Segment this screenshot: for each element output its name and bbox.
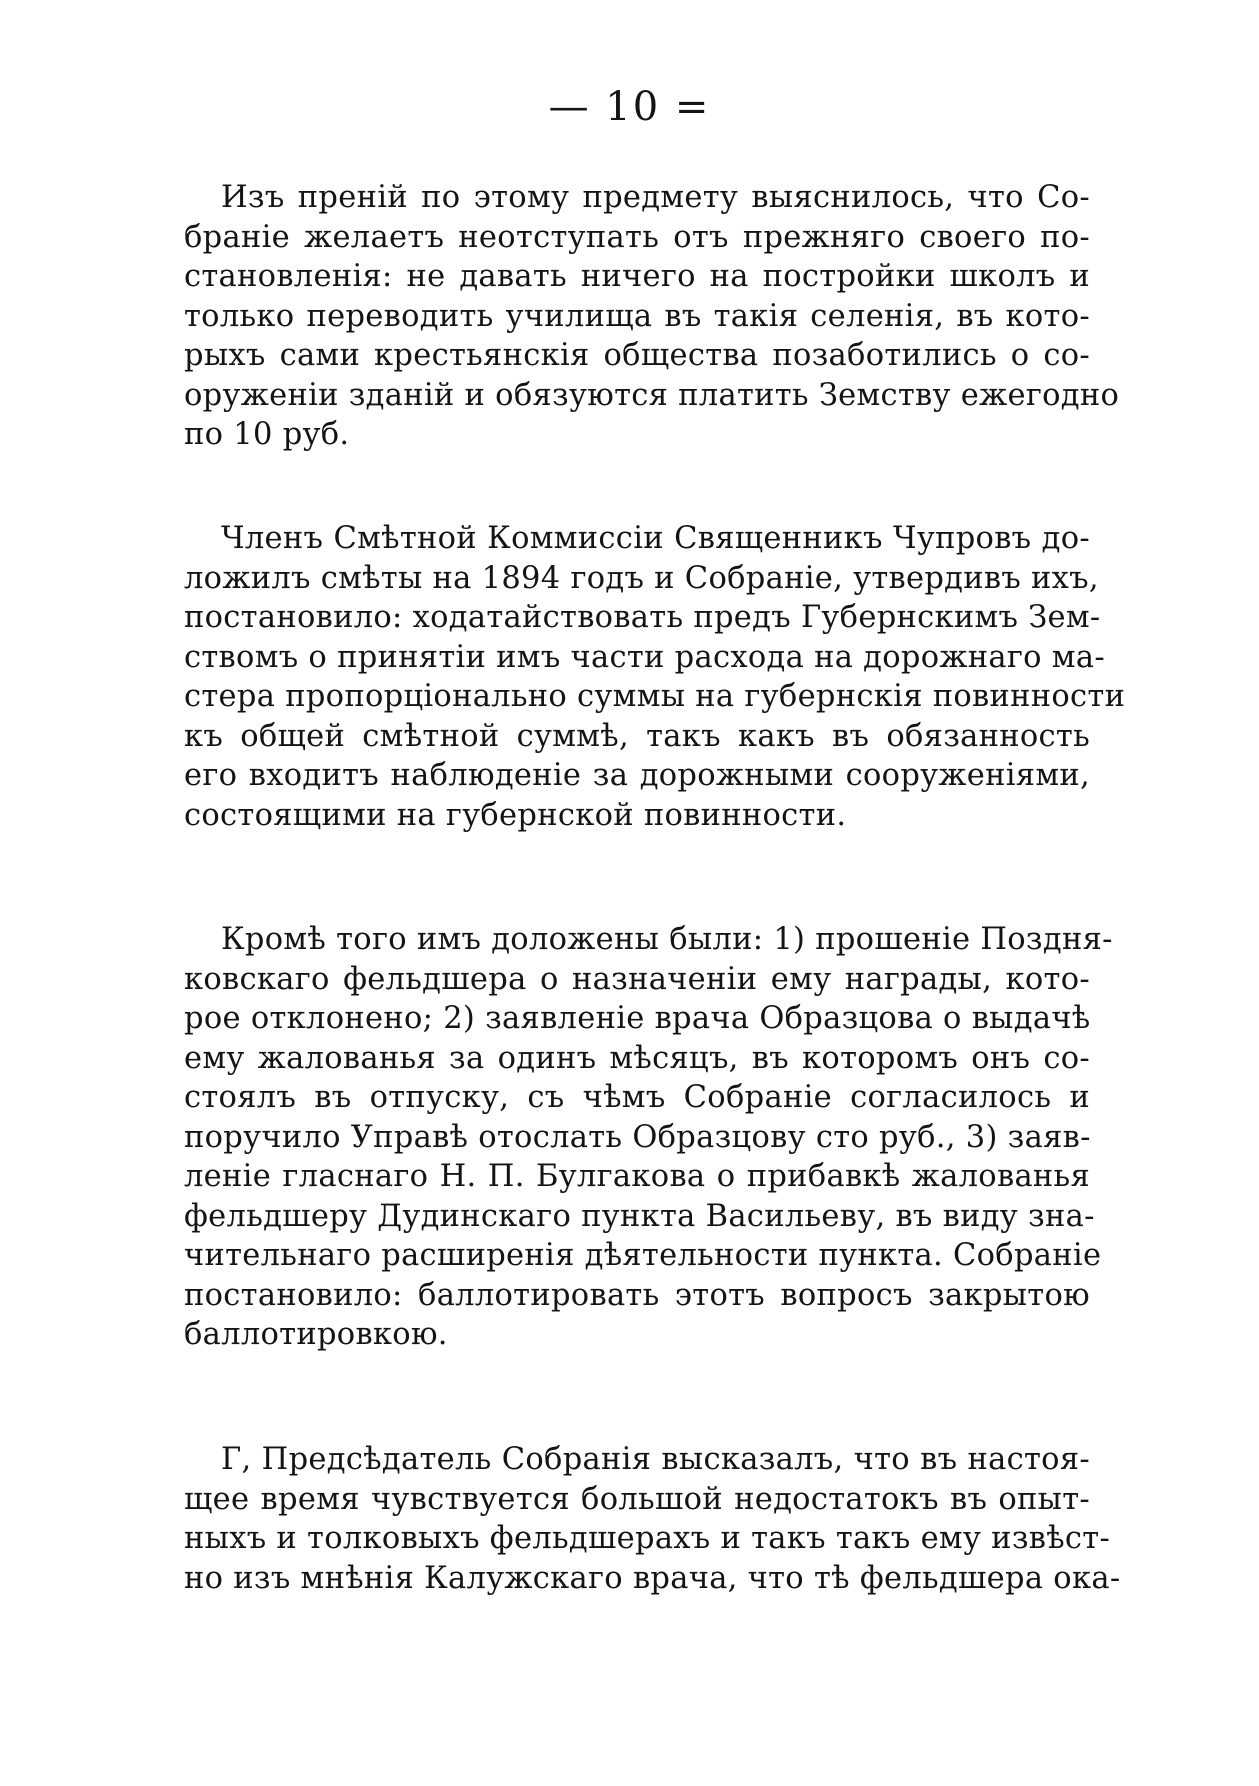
text-line: стера пропорціонально суммы на губернскія повинности [184, 679, 1126, 714]
text-line: ложилъ смѣты на 1894 годъ и Собраніе, утвердивъ ихъ, [184, 560, 1099, 596]
text-line: Кромѣ того имъ доложены были: 1) прошеніе Поздня- [221, 922, 1113, 957]
text-line: постановило: ходатайствовать предъ Губернскимъ Зем- [184, 600, 1101, 635]
text-line: ему жалованья за одинъ мѣсяцъ, въ которомъ онъ со- [184, 1040, 1090, 1076]
text-line: его входитъ наблюденіе за дорожными сооруженіями, [184, 758, 1090, 793]
text-line: браніе желаетъ неотступать отъ прежняго своего по- [184, 219, 1090, 255]
paragraph-3 [184, 920, 1113, 1355]
text-line: рое отклонено; 2) заявленіе врача Образцова о выдачѣ [184, 1001, 1091, 1036]
text-line: но изъ мнѣнія Калужскаго врача, что тѣ фельдшера ока- [184, 1560, 1121, 1596]
paragraph-4 [184, 1440, 1121, 1598]
text-line: баллотировкою. [184, 1317, 448, 1352]
text-line: Изъ преній по этому предмету выяснилось, что Со- [221, 180, 1090, 215]
text-line: постановило: баллотировать этотъ вопросъ закрытою [184, 1277, 1090, 1313]
text-line: состоящими на губернской повинности. [184, 797, 847, 833]
text-line: стоялъ въ отпуску, съ чѣмъ Собраніе согласилось и [184, 1080, 1090, 1115]
text-line: поручило Управѣ отослать Образцову сто руб., 3) заяв- [184, 1119, 1091, 1155]
text-line: по 10 руб. [184, 417, 350, 452]
text-line: оруженіи зданій и обязуются платить Земству ежегодно [184, 377, 1120, 413]
text-line: къ общей смѣтной суммѣ, такъ какъ въ обязанность [184, 718, 1090, 754]
text-line: чительнаго расширенія дѣятельности пункта. Собраніе [184, 1238, 1102, 1273]
text-line: фельдшеру Дудинскаго пункта Васильеву, въ виду зна- [184, 1198, 1095, 1234]
page-number: — 10 = [548, 84, 711, 130]
text-line: Членъ Смѣтной Коммиссіи Священникъ Чупровъ до- [221, 521, 1090, 556]
text-line: только переводить училища въ такія селенія, въ кото- [184, 298, 1090, 334]
paragraph-2 [184, 519, 1126, 835]
text-line: леніе гласнаго Н. П. Булгакова о прибавкѣ жалованья [184, 1159, 1090, 1194]
text-line: ковскаго фельдшера о назначеніи ему награды, кото- [184, 961, 1090, 997]
text-line: Г, Предсѣдатель Собранія высказалъ, что въ настоя- [221, 1442, 1090, 1477]
text-line: становленія: не давать ничего на постройки школъ и [184, 259, 1090, 294]
paragraph-1 [184, 178, 1120, 455]
text-line: ныхъ и толковыхъ фельдшерахъ и такъ такъ ему извѣст- [184, 1521, 1111, 1556]
text-line: ствомъ о принятіи имъ части расхода на дорожнаго ма- [184, 639, 1105, 675]
text-line: рыхъ сами крестьянскія общества позаботились о со- [184, 338, 1090, 373]
text-line: щее время чувствуется большой недостатокъ въ опыт- [184, 1481, 1090, 1517]
